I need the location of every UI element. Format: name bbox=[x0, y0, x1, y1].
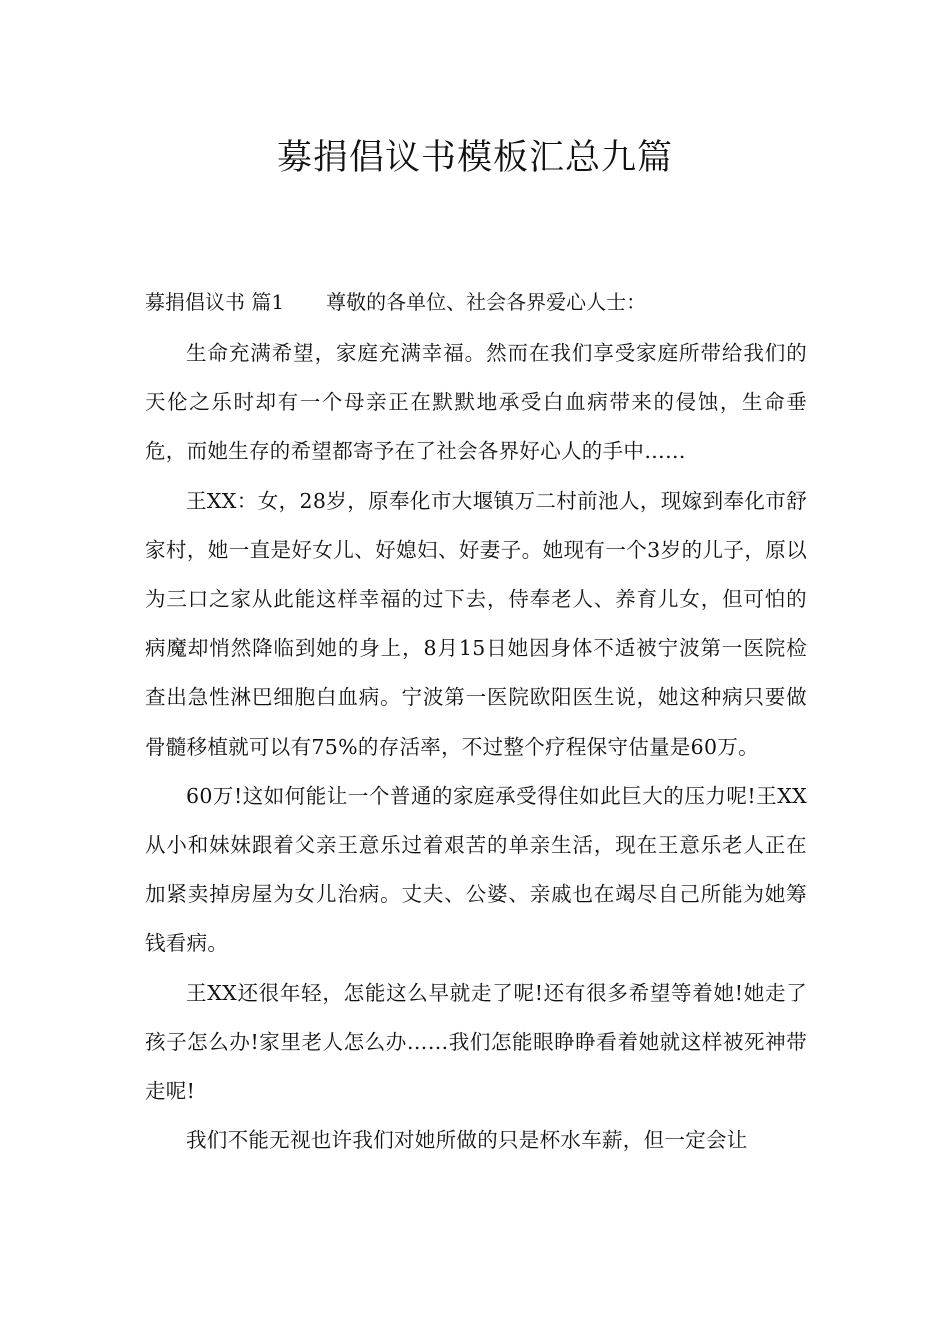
paragraph: 王XX还很年轻，怎能这么早就走了呢!还有很多希望等着她!她走了孩子怎么办!家里老人怎么办……我们怎能眼睁睁看着她就这样被死神带走呢! bbox=[145, 980, 807, 1104]
section-heading-line bbox=[145, 281, 807, 329]
document-body bbox=[145, 281, 807, 1165]
section-label: 募捐倡议书 篇1 bbox=[145, 290, 285, 314]
paragraph: 我们不能无视也许我们对她所做的只是杯水车薪，但一定会让 bbox=[186, 1128, 748, 1153]
paragraph: 60万!这如何能让一个普通的家庭承受得住如此巨大的压力呢!王XX从小和妹妹跟着父亲王意乐过着艰苦的单亲生活，现在王意乐老人正在加紧卖掉房屋为女儿治病。丈夫、公婆、亲戚也在竭尽自己所能为她筹钱看病。 bbox=[145, 783, 807, 956]
paragraph: 生命充满希望，家庭充满幸福。然而在我们享受家庭所带给我们的天伦之乐时却有一个母亲正在默默地承受白血病带来的侵蚀，生命垂危，而她生存的希望都寄予在了社会各界好心人的手中…… bbox=[145, 341, 807, 464]
salutation: 尊敬的各单位、社会各界爱心人士： bbox=[326, 290, 647, 314]
document-title: 募捐倡议书模板汇总九篇 bbox=[276, 138, 673, 178]
paragraph: 王XX：女，28岁，原奉化市大堰镇万二村前池人，现嫁到奉化市舒家村，她一直是好女儿、好媳妇、好妻子。她现有一个3岁的儿子，原以为三口之家从此能这样幸福的过下去，侍奉老人、养育儿女，但可怕的病魔却悄然降临到她的身上，8月15日她因身体不适被宁波第一医院检查出急性淋巴细胞白血病。宁波第一医院欧阳医生说，她这种病只要做骨髓移植就可以有75%的存活率，不过整个疗程保守估量是60万。 bbox=[145, 488, 807, 759]
